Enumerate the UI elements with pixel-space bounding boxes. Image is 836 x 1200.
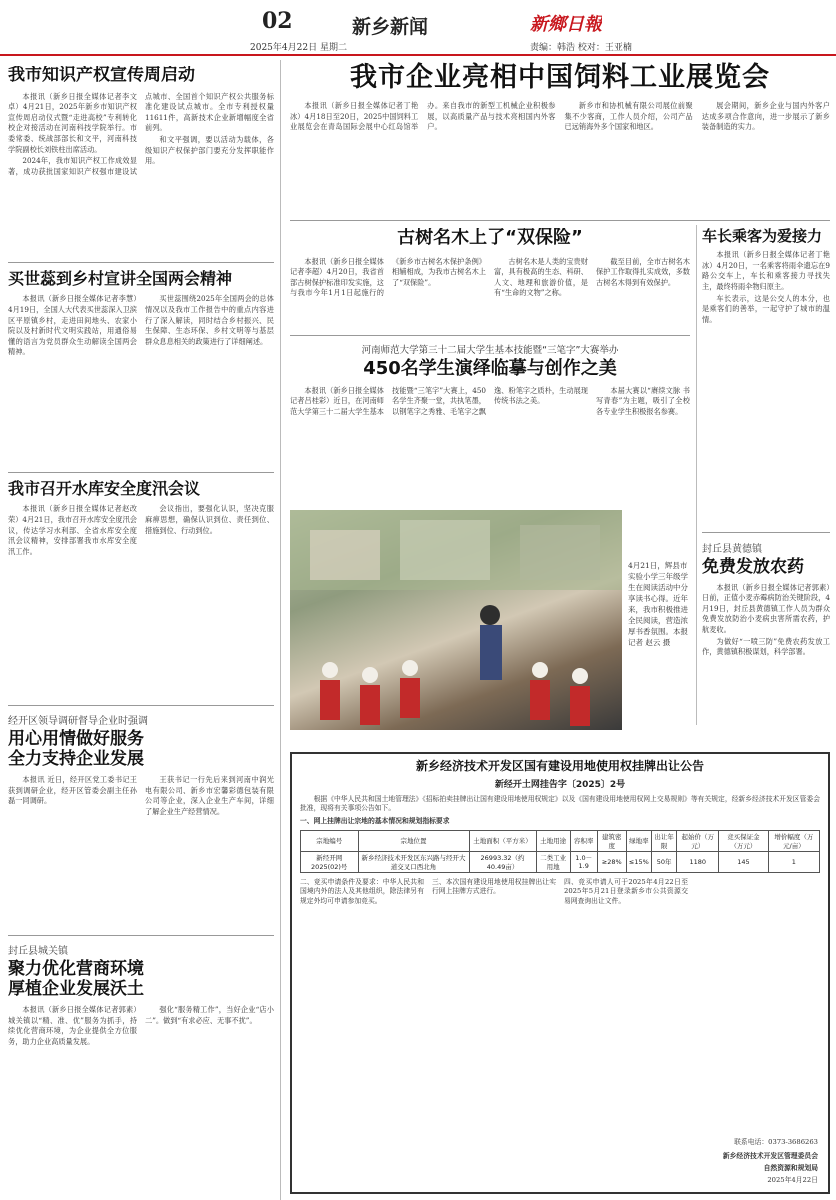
article-title: 车长乘客为爱接力	[702, 228, 823, 245]
article-npc-lecture	[8, 270, 274, 469]
paragraph: 本报讯（新乡日报全媒体记者李文卓）4月21日，2025年新乡市知识产权宣传周启动仪式暨“走进高校”专利转化校企对接活动在河南科技学院举行。市委常委、统战部部长和文平，河南科技学院副校长刘铁柱出席活动。	[8, 91, 137, 154]
notice-issuer-2: 自然资源和规划局	[763, 1164, 818, 1173]
paragraph: 本报讯（新乡日报全媒体记者丁艳冰）4月18日至20日，2025中国饲料工业展览会在青岛国际会展中心红岛馆举办。来自我市的新型工机械企业积极参展，以高质量产品与技术亮相国内外客户。	[290, 101, 556, 132]
article-ip-week	[8, 66, 274, 257]
table-cell: 1.0－1.9	[570, 851, 597, 872]
paragraph: 展会期间，新乡企业与国内外客户达成多项合作意向，进一步展示了新乡装备制造的实力。	[701, 101, 830, 132]
col-header: 土地面积（平方米）	[469, 830, 536, 851]
col-header: 建筑密度	[597, 830, 626, 851]
paragraph: 本报讯（新乡日报全媒体记者李超）4月20日，我省首部古树保护标准印发实施，这与我市今年1月1日起施行的《新乡市古树名木保护条例》相辅相成，为我市古树名木上了“双保险”。	[290, 256, 486, 298]
article-body	[290, 386, 690, 496]
paragraph: 和文平强调，要以活动为载体，各级知识产权保护部门要充分发挥职能作用。	[145, 134, 274, 166]
table-cell: 1180	[677, 851, 719, 872]
article-kicker: 经开区领导调研督导企业时强调	[8, 716, 148, 727]
article-title: 450名学生演绎临摹与创作之美	[363, 358, 617, 379]
divider	[8, 472, 274, 473]
paragraph: 四、竞买申请人可于2025年4月22日至2025年5月21日登录新乡市公共资源交易网查询出让文件。	[564, 877, 688, 905]
paragraph: 买世蕊围绕2025年全国两会的总体情况以及我市工作报告中的重点内容进行了深入解读，同时结合乡村振兴、民生保障、生态环保、乡村文明等与基层群众息息相关的政策进行了详细阐述。	[145, 294, 274, 346]
paragraph: 本报讯（新乡日报全媒体记者赵改荣）4月21日，我市召开水库安全度汛会议，传达学习水利部、全省水库安全度汛会议精神，安排部署我市水库安全度汛工作。	[8, 504, 137, 556]
editors-credit: 责编：韩浩 校对：王亚楠	[530, 43, 632, 53]
paragraph: 古树名木是人类的宝贵财富，具有极高的生态、科研、人文、地理和旅游价值，是有“生命的文物”之称。	[494, 256, 588, 298]
table-header-row	[301, 830, 820, 851]
notice-contact: 联系电话：0373-3686263	[734, 1138, 818, 1147]
paragraph: 本报讯（新乡日报全媒体记者吕桂彩）近日，在河南师范大学第三十二届大学生基本技能暨“三笔字”大赛上，450名学生齐聚一堂，共执笔墨，以钢笔字之秀雅、毛笔字之飘逸、粉笔字之质朴，生动展现传统书法之美。	[290, 385, 588, 416]
article-title: 我市知识产权宣传周启动	[8, 66, 195, 85]
article-kicker: 封丘县城关镇	[8, 946, 68, 957]
article-title: 我市召开水库安全度汛会议	[8, 480, 201, 498]
divider	[290, 335, 690, 336]
article-feed-expo	[290, 62, 830, 211]
table-row	[301, 851, 820, 872]
col-header: 容积率	[570, 830, 597, 851]
divider	[290, 220, 830, 221]
main-headline: 我市企业亮相中国饲料工业展览会	[350, 62, 770, 93]
col-header: 起始价（万元）	[677, 830, 719, 851]
notice-date: 2025年4月22日	[767, 1176, 818, 1185]
notice-subtitle: 新经开土网挂告字〔2025〕2号	[494, 779, 626, 790]
paragraph: 本报讯 近日，经开区党工委书记王获到调研企业，经开区管委会副主任孙磊一同调研。	[8, 775, 137, 806]
article-pesticide	[702, 540, 830, 733]
column-rule	[280, 60, 281, 1200]
article-body	[290, 101, 830, 211]
news-photo-reading	[290, 510, 622, 730]
column-rule	[696, 225, 697, 725]
col-header: 宗地位置	[358, 830, 469, 851]
paragraph: 强化“服务精工作”，当好企业“店小二”。做到“有求必应、无事不扰”。	[145, 1005, 274, 1025]
article-body	[290, 257, 690, 342]
article-business-env	[8, 942, 274, 1195]
newspaper-logo: 新鄉日報	[530, 14, 602, 35]
article-body	[8, 775, 274, 910]
article-title: 买世蕊到乡村宣讲全国两会精神	[8, 270, 233, 288]
article-body	[8, 294, 274, 469]
paragraph: 二、竞买申请条件及要求：中华人民共和国境内外的法人及其他组织，除法律另有规定外均可申请参加竞买。	[300, 877, 424, 905]
paragraph: 本报讯（新乡日报全媒体记者郭素）城关镇以“精、准、优”服务为抓手，持续优化营商环境，为企业提供全方位服务，助力企业高质量发展。	[8, 1005, 137, 1046]
table-cell: 1	[768, 851, 819, 872]
article-body	[8, 1005, 274, 1195]
col-header: 竞买保证金（万元）	[719, 830, 769, 851]
table-cell: ≤15%	[626, 851, 651, 872]
article-body	[702, 583, 830, 733]
land-auction-notice	[290, 752, 830, 1194]
article-kicker: 封丘县黄德镇	[702, 544, 762, 555]
col-header: 土地用途	[536, 830, 570, 851]
article-body	[8, 92, 274, 257]
section-title: 新乡新闻	[352, 16, 429, 38]
paragraph: 王获书记一行先后来到河南中润光电有限公司、新乡市宏馨彩德包装有限公司等企业，深入企业生产车间，详细了解企业生产经营情况。	[145, 775, 274, 816]
article-dev-zone	[8, 712, 274, 910]
article-bus-relay	[702, 228, 830, 535]
divider	[702, 532, 830, 533]
article-reservoir-safety	[8, 480, 274, 699]
photo-illustration	[290, 510, 622, 730]
notice-body	[300, 878, 820, 1118]
paragraph: 会议指出，要强化认识，坚决克服麻痹思想，确保认识到位、责任到位、措施到位、行动到位。	[145, 504, 274, 535]
article-title: 古树名木上了“双保险”	[397, 228, 583, 248]
paragraph: 本报讯（新乡日报全媒体记者李慧）4月19日，全国人大代表买世蕊深入卫滨区平原镇乡村，走进田间地头、农家小院以及村新时代文明实践站，用通俗易懂的语言为党员群众生动解读全国两会精神。	[8, 294, 137, 357]
photo-caption: 4月21日，辉县市实验小学三年级学生在阅读活动中分享读书心得。近年来，我市积极推进全民阅读，营造浓厚书香氛围。本报记者 赵云 摄	[628, 561, 688, 647]
article-title-line1: 用心用情做好服务	[8, 729, 144, 749]
article-body	[702, 250, 830, 535]
divider	[8, 705, 274, 706]
table-cell: 新经开网2025(02)号	[301, 851, 359, 872]
notice-issuer-1: 新乡经济技术开发区管理委员会	[722, 1152, 818, 1161]
paragraph: 2024年，我市知识产权工作成效显著，成功获批国家知识产权强市建设试点城市、全国首个知识产权公共服务标准化建设试点城市。全市专利授权量11611件，高新技术企业新增幅度全省前列。	[8, 91, 274, 176]
table-cell: 新乡经济技术开发区东兴路与经开大道交叉口西北角	[358, 851, 469, 872]
land-parcel-table	[300, 830, 820, 873]
article-ancient-trees	[290, 228, 690, 342]
table-cell: ≥28%	[597, 851, 626, 872]
article-title-line2: 厚植企业发展沃土	[8, 978, 144, 999]
article-kicker: 河南师范大学第三十二届大学生基本技能暨“三笔字”大赛举办	[361, 345, 619, 356]
col-header: 宗地编号	[301, 830, 359, 851]
col-header: 绿地率	[626, 830, 651, 851]
paragraph: 本报讯（新乡日报全媒体记者郭素）日前，正值小麦赤霉病防治关键阶段，4月19日，封丘县黄德镇工作人员为群众免费发放防治小麦病虫害所需农药，护航麦收。	[702, 582, 830, 634]
article-title-line2: 全力支持企业发展	[8, 748, 144, 769]
paragraph: 截至目前，全市古树名木保护工作取得扎实成效，多数古树名木得到有效保护。	[596, 256, 690, 287]
notice-section-heading: 一、网上挂牌出让宗地的基本情况和规划指标要求	[300, 816, 450, 825]
issue-date: 2025年4月22日 星期二	[250, 43, 347, 53]
notice-intro: 根据《中华人民共和国土地管理法》《招标拍卖挂牌出让国有建设用地使用权规定》以及《国有建设用地使用权网上交易规则》等有关规定，经新乡经济技术开发区管委会批准，现将有关事项公告如下。	[300, 794, 820, 813]
paragraph: 三、本次国有建设用地使用权挂牌出让实行网上挂牌方式进行。	[432, 877, 556, 896]
table-cell: 50年	[651, 851, 677, 872]
paragraph: 本报讯（新乡日报全媒体记者丁艳冰）4月20日，一名乘客将雨伞遗忘在9路公交车上，车长和乘客接力寻找失主，最终将雨伞物归原主。	[702, 250, 830, 292]
article-calligraphy-contest	[290, 342, 690, 496]
col-header: 出让年限	[651, 830, 677, 851]
paragraph: 车长表示，这是公交人的本分，也是乘客们的善举，一起守护了城市的温情。	[702, 293, 830, 324]
article-title-line1: 聚力优化营商环境	[8, 959, 144, 979]
paragraph: 为做好“一喷三防”免费农药发放工作，黄德镇积极谋划，科学部署。	[702, 636, 830, 657]
divider	[8, 935, 274, 936]
paragraph: 新乡市和协机械有限公司展位前聚集不少客商，工作人员介绍，公司产品已远销海外多个国家和地区。	[564, 101, 693, 132]
notice-title: 新乡经济技术开发区国有建设用地使用权挂牌出让公告	[415, 759, 704, 773]
table-cell: 145	[719, 851, 769, 872]
table-cell: 二类工业用地	[536, 851, 570, 872]
divider	[8, 262, 274, 263]
article-body	[8, 504, 274, 699]
page-number: 02	[262, 8, 293, 34]
header-rule	[0, 54, 836, 56]
table-cell: 26993.32（约40.49亩）	[469, 851, 536, 872]
article-title: 免费发放农药	[702, 557, 804, 577]
col-header: 增价幅度（万元/亩）	[768, 830, 819, 851]
paragraph: 本届大赛以“赓续文脉 书写青春”为主题，吸引了全校各专业学生积极报名参赛。	[596, 385, 690, 416]
